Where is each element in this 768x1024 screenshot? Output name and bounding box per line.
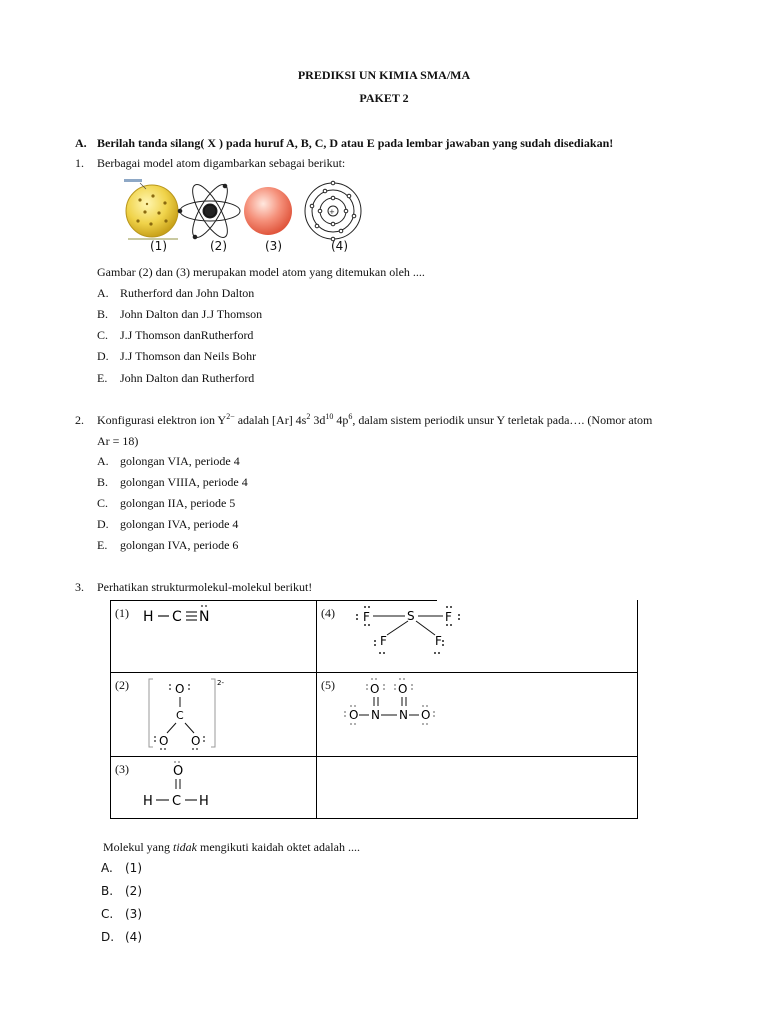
svg-text:O: O bbox=[173, 764, 184, 779]
q3-question: Molekul yang tidak mengikuti kaidah oktet adalah .... bbox=[103, 840, 360, 854]
section-instruction: Berilah tanda silang( X ) pada huruf A, B, C, D atau E pada lembar jawaban yang sudah disediakan! bbox=[97, 136, 614, 150]
molecule-cell-1 bbox=[111, 601, 317, 673]
svg-text:O: O bbox=[370, 682, 380, 696]
svg-text:C: C bbox=[176, 709, 184, 722]
option-letter: C. bbox=[101, 907, 114, 921]
molecule-cell-5 bbox=[317, 673, 638, 757]
option-text: J.J Thomson dan Neils Bohr bbox=[120, 349, 257, 363]
option-letter: C. bbox=[97, 496, 109, 510]
rutherford-model-icon bbox=[178, 180, 240, 242]
option-text: John Dalton dan Rutherford bbox=[120, 371, 255, 385]
svg-text:H: H bbox=[143, 794, 153, 809]
option-text: (4) bbox=[125, 930, 142, 944]
q2-text-line2: Ar = 18) bbox=[97, 434, 139, 448]
option-letter: C. bbox=[97, 328, 109, 342]
option-text: golongan IVA, periode 4 bbox=[120, 517, 239, 531]
section-letter: A. bbox=[75, 136, 87, 150]
option-text: Rutherford dan John Dalton bbox=[120, 286, 255, 300]
molecule-cell-2 bbox=[111, 673, 317, 757]
option-letter: B. bbox=[97, 475, 109, 489]
cell-number: (4) bbox=[321, 606, 335, 620]
option-letter: D. bbox=[101, 930, 115, 944]
page-title: PREDIKSI UN KIMIA SMA/MA bbox=[297, 68, 471, 82]
q3-number: 3. bbox=[75, 580, 84, 594]
svg-text:S: S bbox=[407, 609, 415, 623]
option-text: golongan VIA, periode 4 bbox=[120, 454, 240, 468]
svg-text:N: N bbox=[371, 708, 380, 722]
option-text: (1) bbox=[125, 861, 142, 875]
option-text: golongan VIIIA, periode 4 bbox=[120, 475, 248, 489]
cell-number: (5) bbox=[321, 678, 335, 692]
formaldehyde-structure bbox=[141, 759, 221, 813]
svg-text:H: H bbox=[199, 794, 209, 809]
q2-text: Konfigurasi elektron ion $Y^{2-}$ adalah [Ar] $4s^2$ $3d^{10}$ $4p^6$, dalam sistem periodik unsur Y terletak pada…. (Nomor atom bbox=[97, 412, 653, 427]
svg-text:H: H bbox=[143, 609, 154, 625]
option-letter: E. bbox=[97, 371, 108, 385]
q1-number: 1. bbox=[75, 156, 84, 170]
svg-text:O: O bbox=[159, 734, 169, 748]
q1-text: Berbagai model atom digambarkan sebagai berikut: bbox=[97, 156, 346, 170]
q3-text: Perhatikan strukturmolekul-molekul berikut! bbox=[97, 580, 313, 594]
carbonate-structure bbox=[145, 675, 240, 751]
page-subtitle: PAKET 2 bbox=[359, 91, 409, 105]
option-text: J.J Thomson danRutherford bbox=[120, 328, 254, 342]
svg-text:O: O bbox=[175, 682, 185, 696]
option-text: golongan IVA, periode 6 bbox=[120, 538, 239, 552]
option-text: (3) bbox=[125, 907, 142, 921]
molecule-cell-4 bbox=[317, 601, 638, 673]
option-text: golongan IIA, periode 5 bbox=[120, 496, 236, 510]
svg-text:2-: 2- bbox=[217, 679, 224, 687]
svg-text:F: F bbox=[380, 634, 387, 648]
svg-text:+: + bbox=[329, 208, 335, 216]
molecule-cell-empty bbox=[317, 757, 638, 819]
svg-text:O: O bbox=[421, 708, 431, 722]
q2-number: 2. bbox=[75, 413, 84, 427]
figure-label-1: (1) bbox=[150, 239, 167, 253]
figure-label-4: (4) bbox=[331, 239, 348, 253]
svg-text:N: N bbox=[199, 609, 210, 625]
svg-text:F: F bbox=[445, 610, 452, 624]
cell-number: (1) bbox=[115, 606, 129, 620]
svg-text:N: N bbox=[399, 708, 408, 722]
option-letter: B. bbox=[101, 884, 114, 898]
q1-question: Gambar (2) dan (3) merupakan model atom yang ditemukan oleh .... bbox=[97, 265, 425, 279]
svg-text:F: F bbox=[435, 634, 442, 648]
cell-number: (2) bbox=[115, 678, 129, 692]
thomson-model-icon bbox=[124, 179, 178, 240]
n2o4-structure bbox=[343, 675, 453, 731]
option-letter: D. bbox=[97, 517, 109, 531]
option-letter: A. bbox=[97, 286, 109, 300]
hcn-structure bbox=[141, 603, 231, 629]
dalton-model-icon bbox=[244, 187, 292, 235]
molecule-cell-3 bbox=[111, 757, 317, 819]
option-letter: E. bbox=[97, 538, 108, 552]
option-letter: B. bbox=[97, 307, 109, 321]
figure-label-2: (2) bbox=[210, 239, 227, 253]
option-letter: A. bbox=[97, 454, 109, 468]
svg-text:O: O bbox=[191, 734, 201, 748]
cell-number: (3) bbox=[115, 762, 129, 776]
svg-text:C: C bbox=[172, 609, 182, 625]
option-text: (2) bbox=[125, 884, 142, 898]
figure-label-3: (3) bbox=[265, 239, 282, 253]
svg-text:O: O bbox=[349, 708, 359, 722]
option-text: John Dalton dan J.J Thomson bbox=[120, 307, 263, 321]
svg-text:C: C bbox=[172, 794, 182, 809]
option-letter: A. bbox=[101, 861, 113, 875]
sf2-structure bbox=[345, 603, 470, 659]
molecule-table bbox=[110, 600, 638, 819]
bohr-model-icon bbox=[305, 181, 361, 241]
option-letter: D. bbox=[97, 349, 109, 363]
svg-text:F: F bbox=[363, 610, 370, 624]
svg-text:O: O bbox=[398, 682, 408, 696]
